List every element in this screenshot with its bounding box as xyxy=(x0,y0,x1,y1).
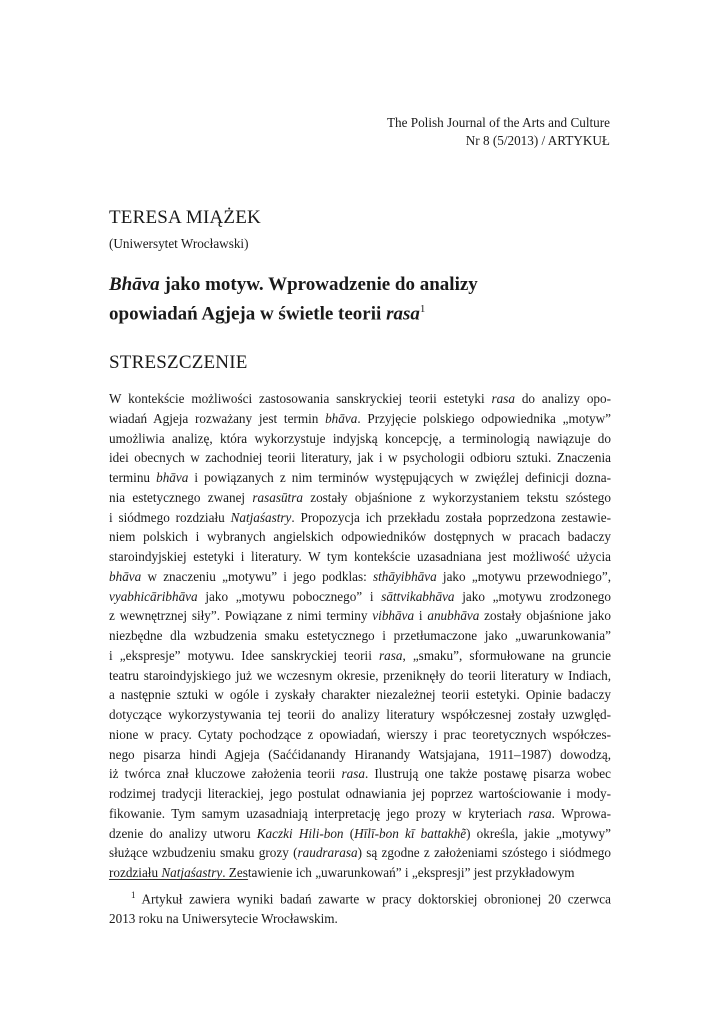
abstract-line: staroindyjskiej estetyki i literatury. W tym kontekście uzasadniana jest możliwość użycia xyxy=(109,549,611,564)
italic-term: rasa xyxy=(491,391,515,406)
abstract-line: służące wzbudzeniu smaku grozy (raudrarasa) są zgodne z założeniami szóstego i siódmego xyxy=(109,845,611,861)
abstract-line: wiadań Agjeja rozważany jest termin bhāva. Przyjęcie polskiego odpowiednika „motyw” xyxy=(109,410,611,426)
title-text-1: jako motyw. Wprowadzenie do analizy xyxy=(159,274,478,295)
italic-term: bhāva xyxy=(325,410,358,426)
abstract-line: z wewnętrznej siły”. Powiązane z nimi terminy vibhāva i anubhāva zostały objaśnione jako xyxy=(109,608,611,624)
italic-term: rasasūtra xyxy=(252,489,303,505)
abstract-line: rodzimej tradycji literackiej, jego postulat odnawiania jej poprzez wartościowanie i mody- xyxy=(109,786,611,801)
italic-term: sthāyibhāva xyxy=(372,568,437,584)
abstract-line: rozdziału Natjaśastry. Zestawienie ich „uwarunkowań” i „ekspresji” jest przykładowym xyxy=(109,865,575,880)
title-term-rasa: rasa xyxy=(386,303,420,325)
abstract-body xyxy=(109,389,611,883)
abstract-line: terminu bhāva i powiązanych z nim terminów występujących w zwięźlej definicji dozna- xyxy=(109,470,611,485)
footnote-line-2: 2013 roku na Uniwersytecie Wrocławskim. xyxy=(109,911,338,927)
footnote-line-1 xyxy=(109,885,611,909)
abstract-line: a następnie sztuki w ogóle i zyskały charakter niezależnej teorii estetyki. Opinie badaczy xyxy=(109,687,611,703)
abstract-line: bhāva w znaczeniu „motywu” i jego podklas: sthāyibhāva jako „motywu przewodniego”, xyxy=(109,568,611,584)
italic-term: bhāva xyxy=(109,568,142,584)
abstract-line: fikowanie. Tym samym uzasadniają interpretację jego prozy w kryteriach rasa. Wprowa- xyxy=(109,805,611,821)
abstract-line: teatru staroindyjskiego już we wczesnym okresie, przeniknęły do teorii literatury w Indiach, xyxy=(109,667,611,683)
abstract-line: nia estetycznego zwanej rasasūtra zostały objaśnione z wykorzystaniem tekstu szóstego xyxy=(109,489,611,505)
abstract-line: niem polskich i wybranych angielskich odpowiedników dostępnych w pracach badaczy xyxy=(109,529,611,545)
italic-term: anubhāva xyxy=(427,608,480,624)
abstract-line: i siódmego rozdziału Natjaśastry. Propozycja ich przekładu została poprzedzona zestawie- xyxy=(109,509,611,525)
italic-term: rasa xyxy=(378,647,403,663)
article-title xyxy=(109,273,609,326)
italic-term: vibhāva xyxy=(372,608,415,624)
abstract-line: vyabhicāribhāva jako „motywu pobocznego” i sāttvikabhāva jako „motywu zrodzonego xyxy=(109,588,611,604)
italic-term: sāttvikabhāva xyxy=(381,588,455,604)
title-footnote-mark: 1 xyxy=(419,303,426,315)
footnote-text-1: Artykuł zawiera wyniki badań zawarte w pracy doktorskiej obronionej 20 czerwca xyxy=(135,891,611,907)
title-line-1 xyxy=(109,273,609,297)
section-heading: STRESZCZENIE xyxy=(109,352,248,373)
title-text-2: opowiadań Agjeja w świetle teorii xyxy=(109,303,387,325)
author-affiliation: (Uniwersytet Wrocławski) xyxy=(109,236,249,251)
italic-term: rasa xyxy=(341,766,365,782)
italic-term: bhāva xyxy=(156,470,189,485)
abstract-line: nione w pracy. Cytaty pochodzące z opowiadań, wierszy i prac teoretycznych współczes- xyxy=(109,726,611,742)
abstract-line: i „ekspresje” motywu. Idee sanskryckiej teorii rasa, „smaku”, sformułowane na gruncie xyxy=(109,647,611,663)
abstract-line: idei obecnych w zachodniej teorii literatury, jak i w psychologii odbioru sztuki. Znaczenia xyxy=(109,450,611,466)
author-name: TERESA MIĄŻEK xyxy=(109,207,261,228)
abstract-line: iż twórca znał kluczowe założenia teorii rasa. Ilustrują one także postawę pisarza wobec xyxy=(109,766,611,782)
journal-issue: Nr 8 (5/2013) / ARTYKUŁ xyxy=(465,133,610,148)
footnote-divider xyxy=(109,879,248,880)
abstract-line: nego pisarza hindi Agjeja (Saććidanandy Hiranandy Watsjajana, 1911–1987) dowodzą, xyxy=(109,746,611,762)
italic-term: Natjaśastry xyxy=(161,865,223,880)
title-line-2 xyxy=(109,297,609,326)
italic-term: Hīlī-bon kī battakhẽ xyxy=(354,825,467,841)
abstract-line: niezbędne dla wzbudzenia smaku estetycznego i przetłumaczone jako „uwarunkowania” xyxy=(109,628,611,643)
abstract-line: dotyczące wykorzystywania tej teorii do analizy literatury współczesnej zostały uzwględ- xyxy=(109,707,611,722)
footnote xyxy=(109,885,611,929)
italic-term: Kaczki Hili-bon xyxy=(256,825,344,841)
abstract-line: dzenie do analizy utworu Kaczki Hili-bon (Hīlī-bon kī battakhẽ) określa, jakie „motywy” xyxy=(109,825,611,841)
journal-name: The Polish Journal of the Arts and Culture xyxy=(386,115,610,130)
abstract-line: W kontekście możliwości zastosowania sanskryckiej teorii estetyki rasa do analizy opo- xyxy=(109,391,611,406)
footnote-mark: 1 xyxy=(131,890,136,900)
journal-header xyxy=(387,114,610,150)
italic-term: rasa xyxy=(528,805,552,821)
italic-term: Natjaśastry xyxy=(230,509,292,525)
italic-term: vyabhicāribhāva xyxy=(109,588,198,604)
italic-term: raudrarasa xyxy=(297,845,358,861)
title-term-bhava: Bhāva xyxy=(109,274,160,295)
abstract-line: umożliwia analizę, która wykorzystuje indyjską koncepcję, a terminologią nawiązuje do xyxy=(109,430,611,446)
